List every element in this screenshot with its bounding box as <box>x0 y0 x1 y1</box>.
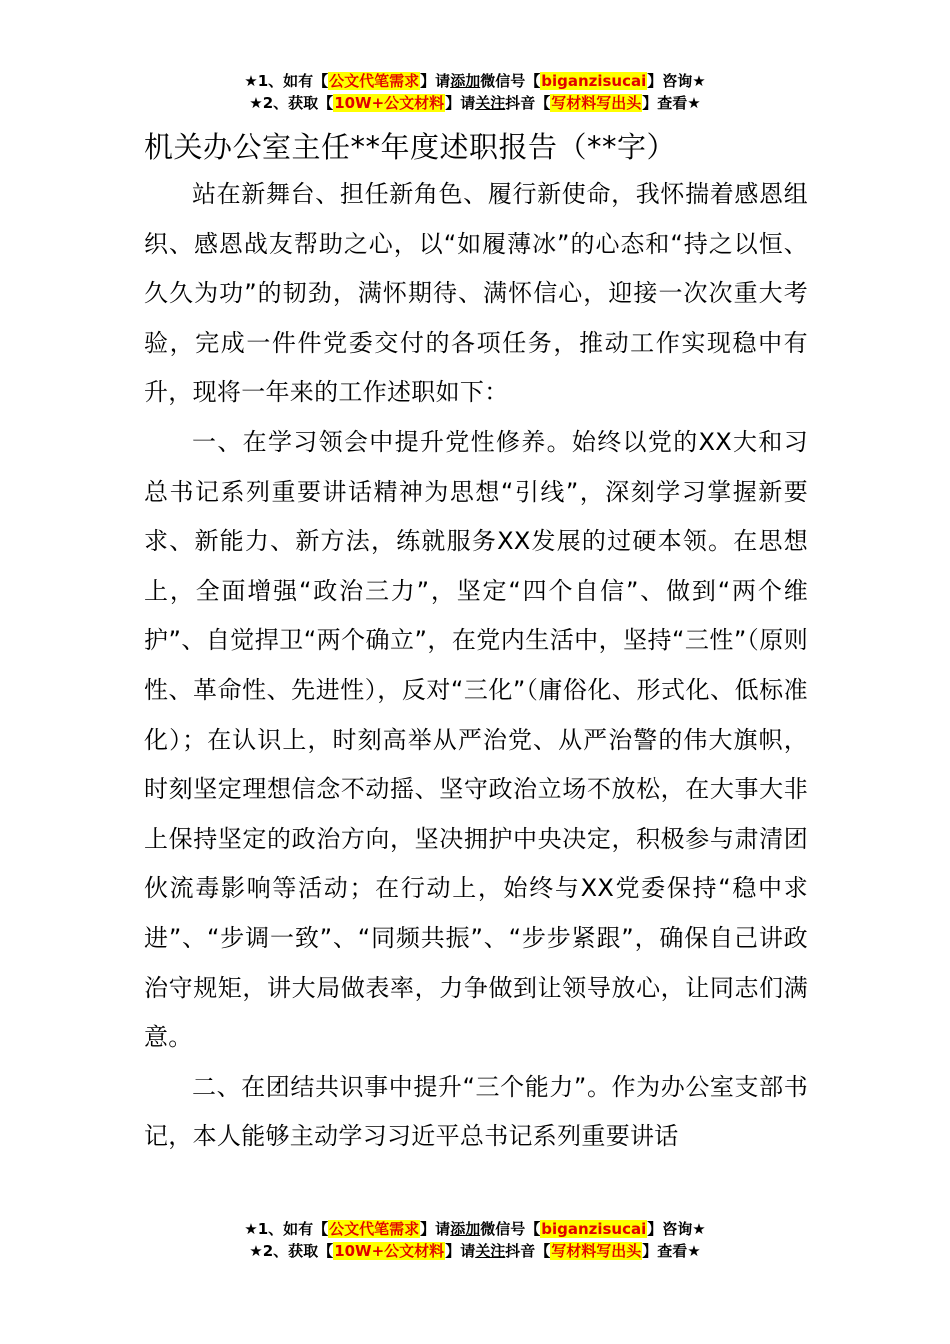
document-title: 机关办公室主任**年度述职报告（**字） <box>144 130 677 164</box>
banner-text: 微信号【 <box>480 1220 541 1238</box>
banner-highlight: biganzisucai <box>541 72 647 90</box>
banner-text: 】咨询★ <box>647 72 706 90</box>
banner-underline: 添加 <box>450 1220 481 1238</box>
banner-text: 】查看★ <box>642 94 701 112</box>
banner-highlight: 公文代笔需求 <box>329 72 420 90</box>
banner-line-1 <box>0 1218 950 1240</box>
banner-highlight: 10W+公文材料 <box>334 94 445 112</box>
banner-text: 微信号【 <box>480 72 541 90</box>
banner-highlight: biganzisucai <box>541 1220 647 1238</box>
paragraph-section-1: 一、在学习领会中提升党性修养。始终以党的XX大和习总书记系列重要讲话精神为思想“引线”，深刻学习掌握新要求、新能力、新方法，练就服务XX发展的过硬本领。在思想上，全面增强“政治三力”，坚定“四个自信”、做到“两个维护”、自觉捍卫“两个确立”，在党内生活中，坚持“三性”（原则性、革命性、先进性），反对“三化”（庸俗化、形式化、低标准化）；在认识上，时刻高举从严治党、从严治警的伟大旗帜，时刻坚定理想信念不动摇、坚守政治立场不放松，在大事大非上保持坚定的政治方向，坚决拥护中央决定，积极参与肃清团伙流毒影响等活动；在行动上，始终与XX党委保持“稳中求进”、“步调一致”、“同频共振”、“步步紧跟”，确保自己讲政治守规矩，讲大局做表率，力争做到让领导放心，让同志们满意。 <box>144 427 808 1052</box>
banner-line-2 <box>0 1240 950 1262</box>
footer-ad-banner <box>0 1218 950 1262</box>
banner-highlight: 公文代笔需求 <box>329 1220 420 1238</box>
banner-highlight: 写材料写出头 <box>551 1242 642 1260</box>
banner-line-2 <box>0 92 950 114</box>
banner-underline: 添加 <box>450 72 481 90</box>
banner-text: 】查看★ <box>642 1242 701 1260</box>
banner-text: ★1、如有【 <box>244 1220 329 1238</box>
banner-highlight: 写材料写出头 <box>551 94 642 112</box>
banner-text: 】咨询★ <box>647 1220 706 1238</box>
banner-text: ★2、获取【 <box>249 1242 334 1260</box>
paragraph-intro: 站在新舞台、担任新角色、履行新使命，我怀揣着感恩组织、感恩战友帮助之心，以“如履薄冰”的心态和“持之以恒、久久为功”的韧劲，满怀期待、满怀信心，迎接一次次重大考验，完成一件件党委交付的各项任务，推动工作实现稳中有升，现将一年来的工作述职如下： <box>144 180 809 407</box>
banner-text: 】请 <box>445 94 476 112</box>
banner-text: 】请 <box>445 1242 476 1260</box>
banner-underline: 关注 <box>475 94 506 112</box>
banner-underline: 关注 <box>475 1242 506 1260</box>
header-ad-banner <box>0 70 950 114</box>
document-body <box>144 170 808 1162</box>
banner-text: 抖音【 <box>505 1242 551 1260</box>
paragraph-section-2: 二、在团结共识事中提升“三个能力”。作为办公室支部书记，本人能够主动学习习近平总书记系列重要讲话 <box>144 1072 808 1151</box>
banner-text: 】请 <box>420 1220 451 1238</box>
banner-highlight: 10W+公文材料 <box>334 1242 445 1260</box>
banner-text: ★1、如有【 <box>244 72 329 90</box>
banner-line-1 <box>0 70 950 92</box>
banner-text: 抖音【 <box>505 94 551 112</box>
banner-text: 】请 <box>420 72 451 90</box>
banner-text: ★2、获取【 <box>249 94 334 112</box>
